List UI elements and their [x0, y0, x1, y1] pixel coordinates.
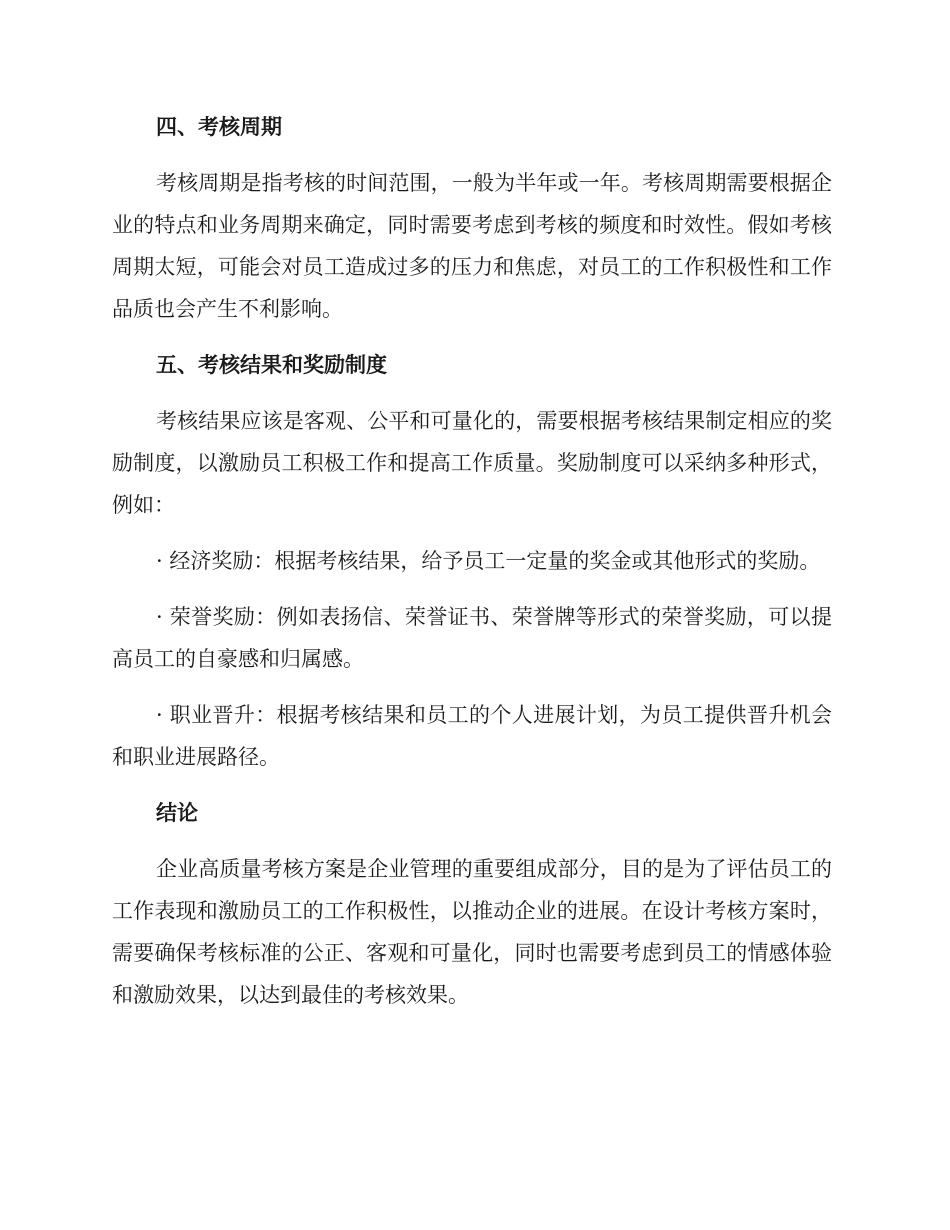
spacer — [112, 582, 832, 596]
document-body — [112, 106, 832, 1016]
paragraph-conclusion: 企业高质量考核方案是企业管理的重要组成部分，目的是为了评估员工的工作表现和激励员工的工作积极性，以推动企业的进展。在设计考核方案时，需要确保考核标准的公正、客观和可量化，同时也需要考虑到员工的情感体验和激励效果，以达到最佳的考核效果。 — [112, 857, 832, 1007]
spacer — [112, 148, 832, 162]
spacer — [112, 778, 832, 792]
spacer — [112, 330, 832, 344]
paragraph-results-rewards: 考核结果应该是客观、公平和可量化的，需要根据考核结果制定相应的奖励制度，以激励员工积极工作和提高工作质量。奖励制度可以采纳多种形式，例如： — [112, 409, 832, 517]
bullet-career-promotion: · 职业晋升：根据考核结果和员工的个人进展计划，为员工提供晋升机会和职业进展路径。 — [112, 703, 832, 769]
bullet-honor-reward: · 荣誉奖励：例如表扬信、荣誉证书、荣誉牌等形式的荣誉奖励，可以提高员工的自豪感和归属感。 — [112, 605, 832, 671]
paragraph-assessment-cycle: 考核周期是指考核的时间范围，一般为半年或一年。考核周期需要根据企业的特点和业务周期来确定，同时需要考虑到考核的频度和时效性。假如考核周期太短，可能会对员工造成过多的压力和焦虑，对员工的工作积极性和工作品质也会产生不利影响。 — [112, 171, 832, 321]
section-heading-assessment-cycle: 四、考核周期 — [156, 115, 282, 139]
section-heading-conclusion: 结论 — [156, 801, 198, 825]
bullet-economic-reward: · 经济奖励：根据考核结果，给予员工一定量的奖金或其他形式的奖励。 — [156, 549, 821, 573]
spacer — [112, 834, 832, 848]
spacer — [112, 386, 832, 400]
section-heading-results-rewards: 五、考核结果和奖励制度 — [156, 353, 387, 377]
spacer — [112, 680, 832, 694]
spacer — [112, 526, 832, 540]
